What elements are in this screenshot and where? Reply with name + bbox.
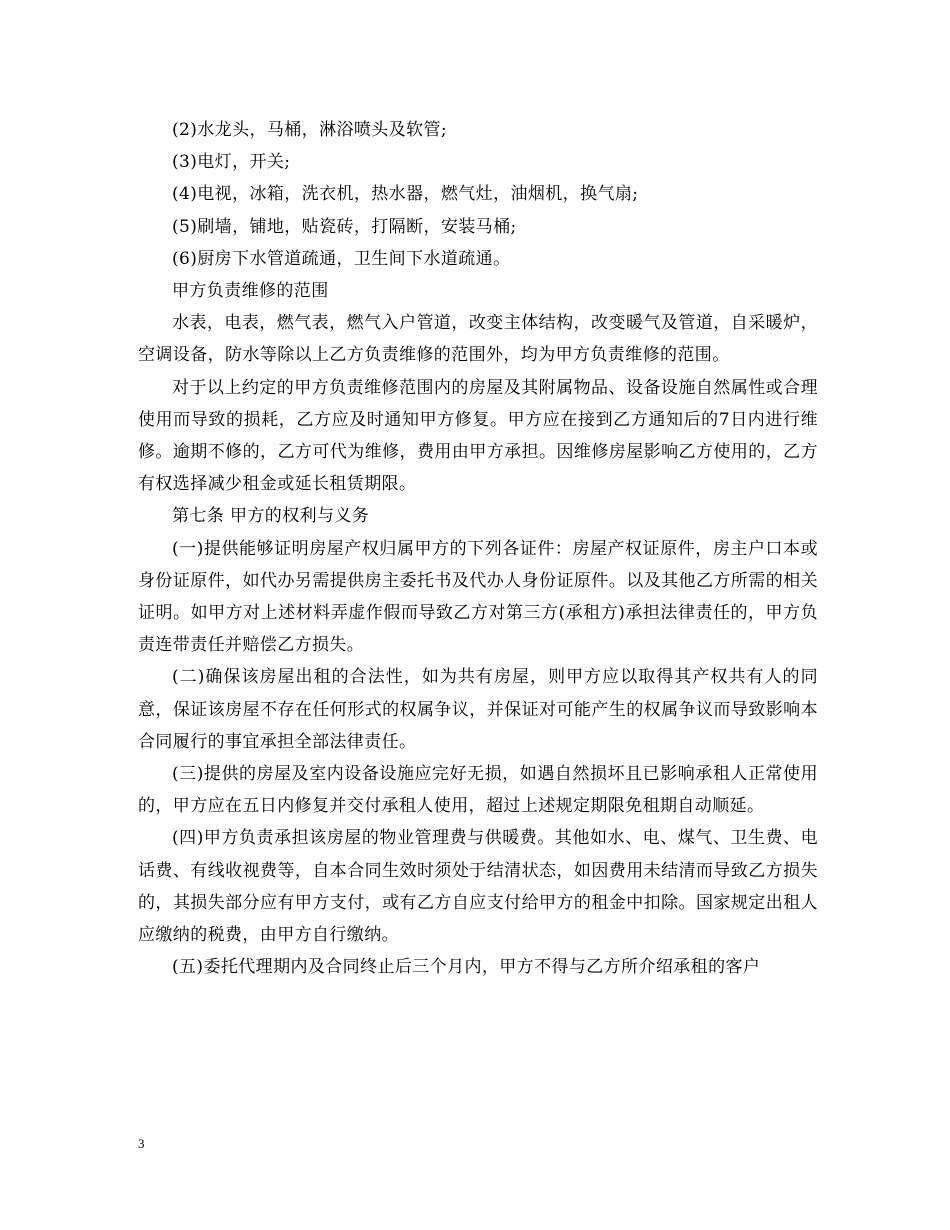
paragraph-item-4: (4)电视，冰箱，洗衣机，热水器，燃气灶，油烟机，换气扇; — [172, 184, 639, 205]
page-number: 3 — [138, 1136, 145, 1151]
document-body — [138, 114, 818, 983]
paragraph-clause-2: (二)确保该房屋出租的合法性，如为共有房屋，则甲方应以取得其产权共有人的同意，保证该房屋不存在任何形式的权属争议，并保证对可能产生的权属争议而导致影响本合同履行的事宜承担全部法律责任。 — [138, 667, 818, 752]
paragraph-clause-1: (一)提供能够证明房屋产权归属甲方的下列各证件：房屋产权证原件，房主户口本或身份证原件，如代办另需提供房主委托书及代办人身份证原件。以及其他乙方所需的相关证明。如甲方对上述材料弄虚作假而导致乙方对第三方(承租方)承担法律责任的，甲方负责连带责任并赔偿乙方损失。 — [138, 538, 818, 656]
paragraph-item-6: (6)厨房下水管道疏通，卫生间下水道疏通。 — [172, 248, 511, 269]
paragraph-clause-5: (五)委托代理期内及合同终止后三个月内，甲方不得与乙方所介绍承租的客户 — [172, 957, 761, 978]
paragraph-item-3: (3)电灯，开关; — [172, 152, 291, 173]
paragraph-clause-3: (三)提供的房屋及室内设备设施应完好无损，如遇自然损坏且已影响承租人正常使用的，甲方应在五日内修复并交付承租人使用，超过上述规定期限免租期自动顺延。 — [138, 764, 818, 817]
paragraph-repair-scope: 水表，电表，燃气表，燃气入户管道，改变主体结构，改变暖气及管道，自采暖炉，空调设备，防水等除以上乙方负责维修的范围外，均为甲方负责维修的范围。 — [138, 313, 818, 366]
article-heading-7: 第七条 甲方的权利与义务 — [172, 506, 370, 527]
paragraph-item-5: (5)刷墙，铺地，贴瓷砖，打隔断，安装马桶; — [172, 216, 517, 237]
section-heading-repair-scope: 甲方负责维修的范围 — [172, 281, 329, 302]
paragraph-repair-obligation: 对于以上约定的甲方负责维修范围内的房屋及其附属物品、设备设施自然属性或合理使用而导致的损耗，乙方应及时通知甲方修复。甲方应在接到乙方通知后的7日内进行维修。逾期不修的，乙方可代为维修，费用由甲方承担。因维修房屋影响乙方使用的，乙方有权选择减少租金或延长租赁期限。 — [138, 377, 818, 495]
paragraph-item-2: (2)水龙头，马桶，淋浴喷头及软管; — [172, 120, 448, 140]
paragraph-clause-4: (四)甲方负责承担该房屋的物业管理费与供暖费。其他如水、电、煤气、卫生费、电话费、有线收视费等，自本合同生效时须处于结清状态，如因费用未结清而导致乙方损失的，其损失部分应有甲方支付，或有乙方自应支付给甲方的租金中扣除。国家规定出租人应缴纳的税费，由甲方自行缴纳。 — [138, 828, 818, 946]
